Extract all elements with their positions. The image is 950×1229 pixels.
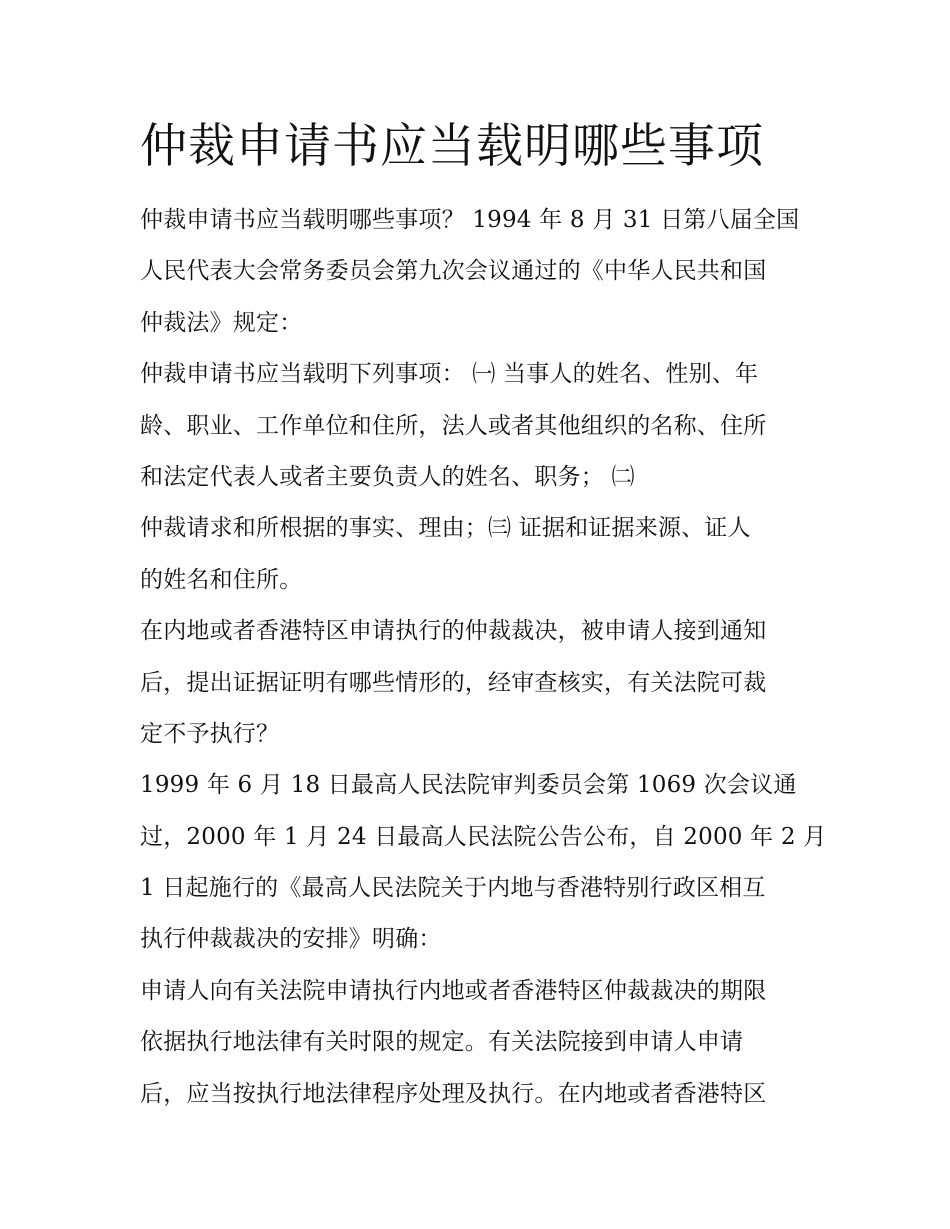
- body-line: 定不予执行？: [140, 720, 280, 747]
- body-line: 后，提出证据证明有哪些情形的，经审查核实，有关法院可裁: [140, 669, 767, 696]
- body-line: 依据执行地法律有关时限的规定。有关法院接到申请人申请: [140, 1029, 744, 1056]
- body-line: 的姓名和住所。: [140, 566, 303, 593]
- document-title: 仲裁申请书应当载明哪些事项: [140, 119, 764, 174]
- body-line: 龄、职业、工作单位和住所，法人或者其他组织的名称、住所: [140, 412, 767, 439]
- body-line: 人民代表大会常务委员会第九次会议通过的《中华人民共和国: [140, 258, 767, 285]
- body-line: 1 日起施行的《最高人民法院关于内地与香港特别行政区相互: [140, 875, 766, 902]
- body-line: 后，应当按执行地法律程序处理及执行。在内地或者香港特区: [140, 1080, 767, 1107]
- body-line: 仲裁申请书应当载明下列事项： ㈠ 当事人的姓名、性别、年: [140, 361, 759, 388]
- body-line: 在内地或者香港特区申请执行的仲裁裁决，被申请人接到通知: [140, 618, 767, 645]
- document-body: [140, 195, 827, 1120]
- body-line: 仲裁法》规定：: [140, 309, 303, 336]
- body-line: 1999 年 6 月 18 日最高人民法院审判委员会第 1069 次会议通: [140, 772, 797, 799]
- body-line: 仲裁申请书应当载明哪些事项？ 1994 年 8 月 31 日第八届全国: [140, 207, 800, 233]
- body-line: 执行仲裁裁决的安排》明确：: [140, 926, 442, 953]
- body-line: 过，2000 年 1 月 24 日最高人民法院公告公布，自 2000 年 2 月: [140, 823, 827, 850]
- body-line: 和法定代表人或者主要负责人的姓名、职务； ㈡: [140, 463, 635, 490]
- body-line: 仲裁请求和所根据的事实、理由；㈢ 证据和证据来源、证人: [140, 515, 751, 542]
- body-line: 申请人向有关法院申请执行内地或者香港特区仲裁裁决的期限: [140, 977, 767, 1004]
